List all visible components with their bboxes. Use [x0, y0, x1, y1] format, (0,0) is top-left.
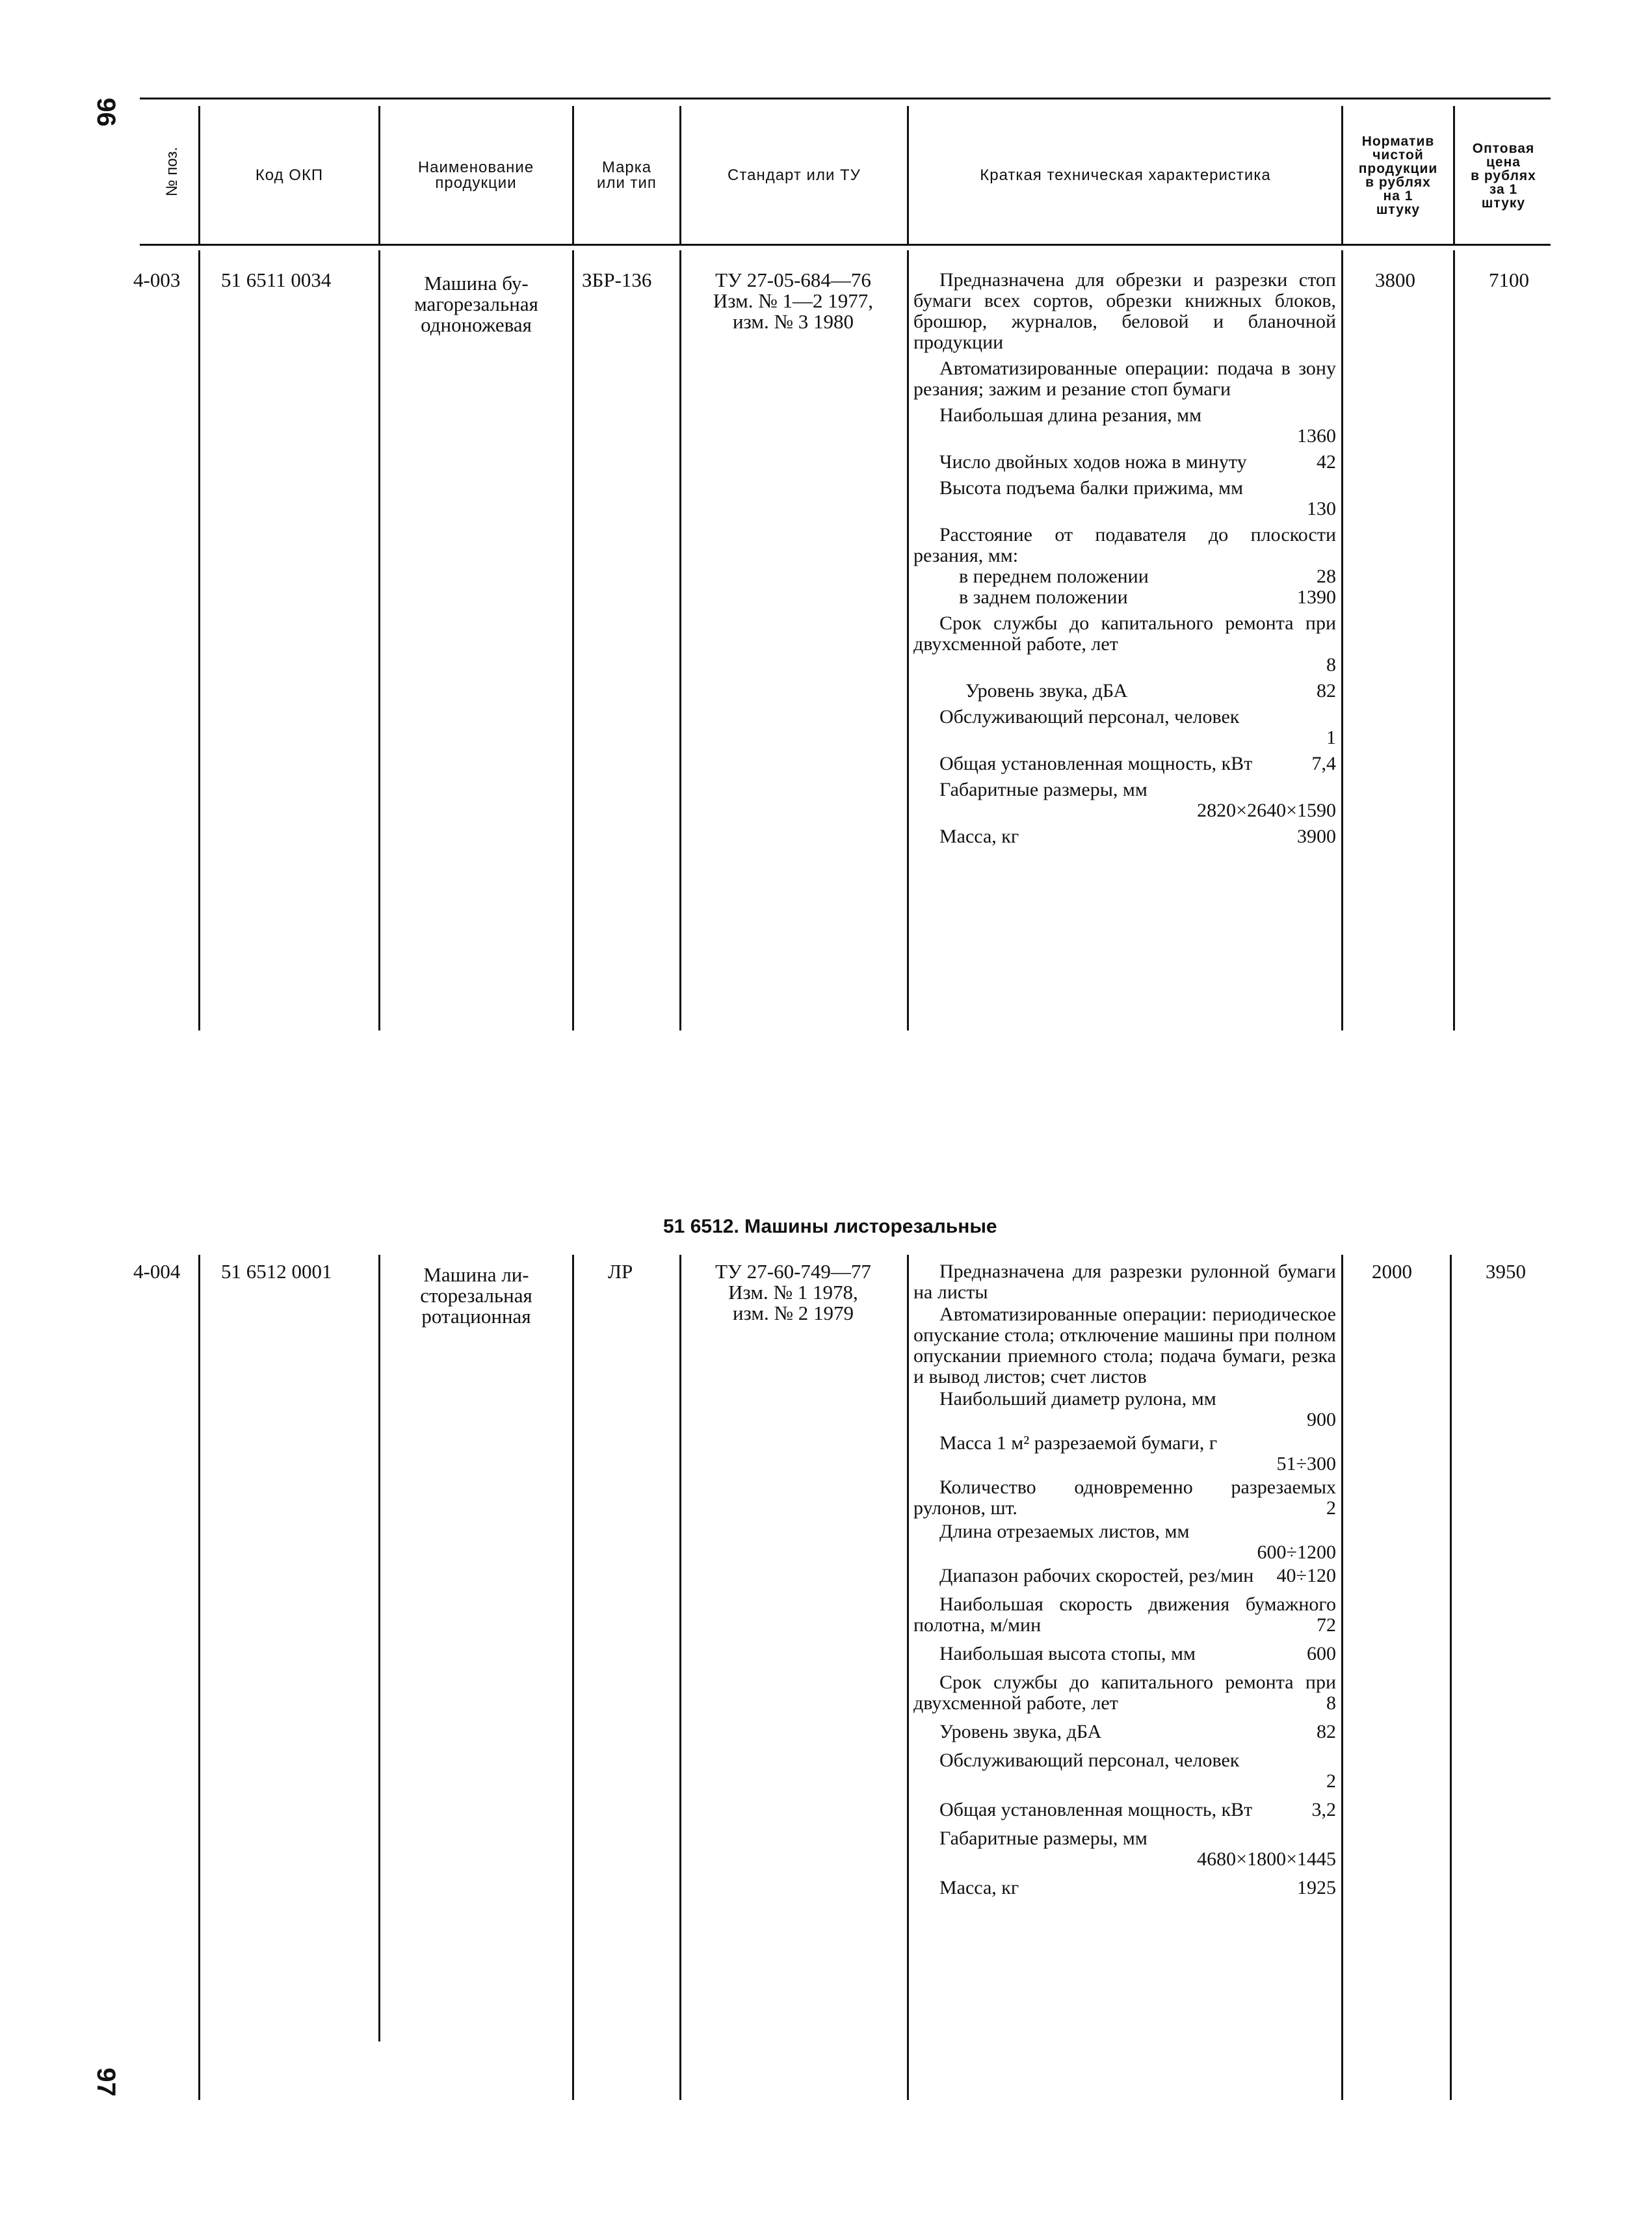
row1-brand: ЗБР-136 [582, 269, 652, 291]
row2-col-sep [907, 1255, 909, 2100]
spec-web-speed: 72 [1317, 1614, 1336, 1636]
spec-strokes-label: Число двойных ходов ножа в минуту [939, 451, 1247, 473]
spec-front: в переднем положении 28 [959, 566, 1336, 587]
row2-name: Машина ли- сторезальная ротационная [420, 1263, 532, 1328]
spec-grammage: 51÷300 [1276, 1453, 1336, 1475]
header-col-sep [1341, 106, 1343, 244]
spec-mass: Масса, кг 1925 [939, 1877, 1336, 1898]
row2-col-sep [1341, 1255, 1343, 2100]
spec-mass: Масса, кг 3900 [939, 826, 1336, 847]
spec-rear: в заднем положении 1390 [959, 586, 1336, 608]
spec-staff-label: Обслуживающий персонал, человек [939, 706, 1240, 728]
spec-life-label: Срок службы до капитального ремонта при двухсменной работе, лет [913, 612, 1336, 655]
header-brand: Марка или тип [597, 159, 657, 192]
header-price: Оптовая цена в рублях за 1 штуку [1471, 140, 1536, 211]
spec-noise: Уровень звука, дБА 82 [965, 680, 1336, 702]
row2-col-sep [378, 1255, 380, 2041]
row1-price: 7100 [1489, 269, 1529, 291]
spec-power-label: Общая установленная мощность, кВт [939, 753, 1253, 774]
spec-ops: Автоматизированные операции: периодическое опускание стола; отключение машины при полном опускании приемного стола; подача бумаги, резка и вывод листов; счет листов [913, 1304, 1336, 1387]
row1-pos: 4-003 [133, 269, 181, 291]
header-col-sep [1453, 106, 1455, 244]
row2-price: 3950 [1486, 1260, 1526, 1283]
row2-brand: ЛР [608, 1260, 633, 1283]
spec-staff: 1 [1326, 727, 1336, 748]
spec-noise: Уровень звука, дБА 82 [939, 1721, 1336, 1742]
row1-name: Машина бу- магорезальная одноножевая [414, 272, 538, 336]
row2-standard: ТУ 27-60-749—77 Изм. № 1 1978, изм. № 2 1979 [715, 1260, 871, 1324]
spec-diam: 900 [1307, 1409, 1336, 1430]
spec-speed: 40÷120 [1276, 1565, 1336, 1586]
header-standard: Стандарт или ТУ [728, 166, 861, 184]
header-spec: Краткая техническая характеристика [980, 166, 1271, 184]
row1-standard: ТУ 27-05-684—76 Изм. № 1—2 1977, изм. № 3 1980 [713, 269, 874, 333]
spec-speed-label: Диапазон рабочих скоростей, рез/мин [939, 1565, 1254, 1586]
spec-rolls-label: Количество одновременно разрезаемых рулонов, шт. [913, 1476, 1336, 1519]
row2-col-sep [1450, 1255, 1452, 2100]
spec-purpose: Предназначена для обрезки и разрезки стоп бумаги всех сортов, обрезки книжных блоков, брошюр, журналов, беловой и бланочной продукции [913, 269, 1336, 353]
row2-spec [913, 1261, 1336, 1898]
spec-dims: 2820×2640×1590 [1197, 800, 1336, 821]
section-title: 51 6512. Машины листорезальные [663, 1216, 997, 1237]
header-name: Наименование продукции [417, 159, 534, 192]
spec-dims-label: Габаритные размеры, мм [939, 779, 1147, 800]
spec-life-label: Срок службы до капитального ремонта при двухсменной работе, лет [913, 1672, 1336, 1714]
header-col-sep [198, 106, 200, 244]
header-okp: Код ОКП [255, 166, 324, 184]
header-pos: № поз. [163, 146, 181, 197]
spec-purpose: Предназначена для разрезки рулонной бумаги на листы [913, 1261, 1336, 1303]
header-col-sep [679, 106, 681, 244]
spec-web-speed-label: Наибольшая скорость движения бумажного полотна, м/мин [913, 1594, 1336, 1636]
row2-norm: 2000 [1372, 1260, 1412, 1283]
header-top-rule [140, 98, 1551, 99]
row2-col-sep [198, 1255, 200, 2100]
spec-sheet-len: 600÷1200 [1257, 1541, 1336, 1563]
spec-lift-label: Высота подъема балки прижима, мм [939, 477, 1244, 499]
header-bottom-rule [140, 244, 1551, 246]
spec-power: 3,2 [1311, 1799, 1336, 1820]
row1-col-sep [572, 250, 574, 1030]
row1-col-sep [378, 250, 380, 1030]
row1-col-sep [907, 250, 909, 1030]
spec-ops: Автоматизированные операции: подача в зону резания; зажим и резание стоп бумаги [913, 358, 1336, 400]
spec-rolls: 2 [1326, 1497, 1336, 1519]
row1-okp: 51 6511 0034 [221, 269, 332, 291]
row2-col-sep [572, 1255, 574, 2100]
row1-norm: 3800 [1375, 269, 1415, 291]
header-col-sep [378, 106, 380, 244]
row1-col-sep [198, 250, 200, 1030]
spec-dims-label: Габаритные размеры, мм [939, 1828, 1147, 1849]
row1-col-sep [1453, 250, 1455, 1030]
spec-strokes: 42 [1317, 451, 1336, 473]
spec-stack: Наибольшая высота стопы, мм 600 [939, 1643, 1336, 1664]
spec-grammage-label: Масса 1 м² разрезаемой бумаги, г [939, 1432, 1218, 1454]
row2-pos: 4-004 [133, 1260, 181, 1283]
page-number-bottom: 97 [91, 2067, 120, 2097]
row1-spec [913, 270, 1336, 847]
row2-okp: 51 6512 0001 [221, 1260, 332, 1283]
spec-cut-len: 1360 [1297, 425, 1336, 447]
spec-staff: 2 [1326, 1770, 1336, 1792]
spec-cut-len-label: Наибольшая длина резания, мм [939, 404, 1202, 426]
spec-dist-label: Расстояние от подавателя до плоскости резания, мм: [913, 524, 1336, 566]
header-norm: Норматив чистой продукции в рублях на 1 штуку [1358, 134, 1438, 217]
spec-power-label: Общая установленная мощность, кВт [939, 1799, 1253, 1820]
spec-staff-label: Обслуживающий персонал, человек [939, 1750, 1240, 1771]
spec-dims: 4680×1800×1445 [1197, 1848, 1336, 1870]
row1-col-sep [679, 250, 681, 1030]
header-col-sep [907, 106, 909, 244]
spec-life: 8 [1326, 1692, 1336, 1714]
row1-col-sep [1341, 250, 1343, 1030]
spec-lift: 130 [1307, 498, 1336, 519]
spec-diam-label: Наибольший диаметр рулона, мм [939, 1388, 1216, 1410]
spec-power: 7,4 [1311, 753, 1336, 774]
page-number-top: 96 [91, 98, 120, 127]
spec-sheet-len-label: Длина отрезаемых листов, мм [939, 1521, 1190, 1542]
spec-life: 8 [1326, 654, 1336, 676]
header-col-sep [572, 106, 574, 244]
row2-col-sep [679, 1255, 681, 2100]
